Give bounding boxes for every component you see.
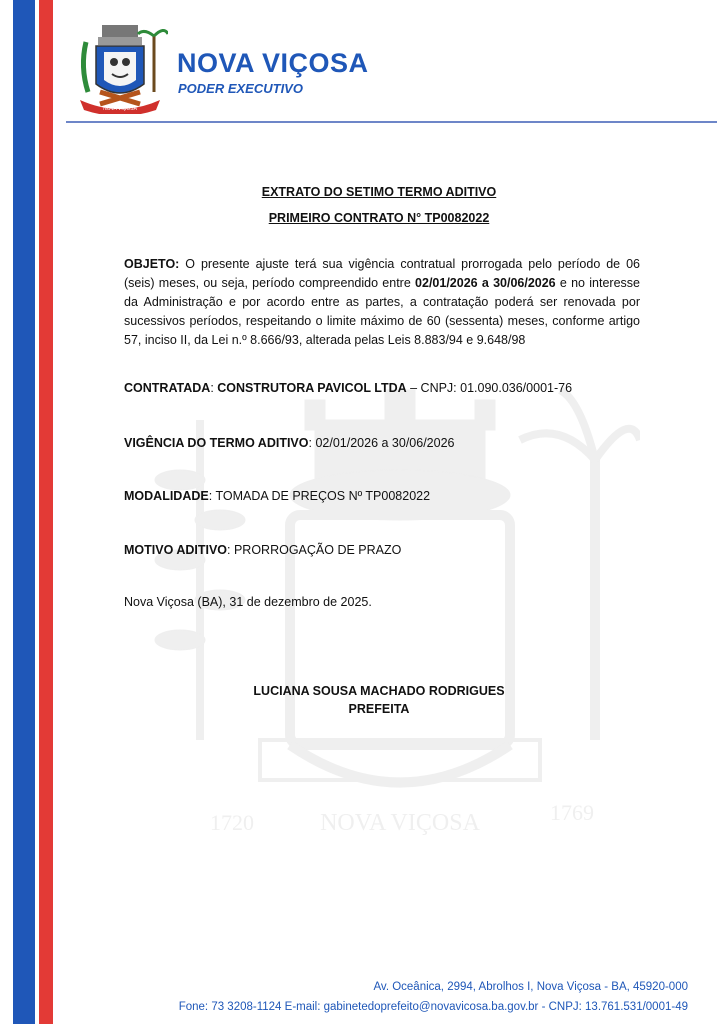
contratada-cnpj: – CNPJ: 01.090.036/0001-76: [406, 381, 573, 395]
vigencia-value: 02/01/2026 a 30/06/2026: [311, 436, 455, 450]
objeto-text-1: O presente ajuste terá sua vigência contratual prorrogada pelo período de 06 (seis) meses, ou seja, período compreendido entre: [124, 257, 640, 290]
contratada-label: CONTRATADA: [124, 381, 211, 395]
brand-subtitle: PODER EXECUTIVO: [178, 81, 303, 96]
contract-number: PRIMEIRO CONTRATO N° TP0082022: [268, 211, 490, 225]
watermark-text: NOVA VIÇOSA: [320, 810, 480, 836]
document-title: EXTRATO DO SETIMO TERMO ADITIVO: [261, 185, 497, 199]
objeto-paragraph: [124, 255, 640, 350]
vigencia-line: VIGÊNCIA DO TERMO ADITIVO: 02/01/2026 a 30/06/2026: [124, 436, 455, 450]
signer-name: LUCIANA SOUSA MACHADO RODRIGUES: [253, 684, 505, 698]
objeto-label: OBJETO:: [124, 257, 180, 271]
watermark-crest: [140, 380, 640, 850]
watermark-year-left: 1720: [210, 810, 254, 835]
motivo-value: PRORROGAÇÃO DE PRAZO: [230, 543, 402, 557]
contratada-line: CONTRATADA: CONSTRUTORA PAVICOL LTDA – CNPJ: 01.090.036/0001-76: [124, 381, 573, 395]
municipal-crest-logo: [72, 22, 168, 114]
footer-contact: Fone: 73 3208-1124 E-mail: gabinetedoprefeito@novavicosa.ba.gov.br - CNPJ: 13.761.531/0001-49: [178, 1001, 688, 1013]
watermark-year-right: 1769: [550, 800, 594, 825]
contratada-name: CONSTRUTORA PAVICOL LTDA: [217, 381, 407, 395]
objeto-text-2: e no interesse da Administração e por acordo entre as partes, a contratação poderá ser renovada por sucessivos períodos, respeitando o limite máximo de 60 (sessenta) meses, conforme artigo 57, inciso II, da Lei n.º 8.666/93, alterada pelas Leis 8.883/94 e 9.648/98: [124, 276, 640, 347]
header-divider: [66, 121, 717, 123]
motivo-label: MOTIVO ADITIVO: [124, 543, 228, 557]
modalidade-value: TOMADA DE PREÇOS Nº TP0082022: [212, 489, 431, 503]
objeto-period: 02/01/2026 a 30/06/2026: [415, 276, 556, 290]
signer-role: PREFEITA: [348, 702, 410, 716]
crest-banner-text: NOVA VIÇOSA: [103, 106, 137, 112]
footer-address: Av. Oceânica, 2994, Abrolhos I, Nova Viçosa - BA, 45920-000: [373, 981, 688, 993]
motivo-line: MOTIVO ADITIVO: PRORROGAÇÃO DE PRAZO: [124, 543, 402, 557]
place-date: Nova Viçosa (BA), 31 de dezembro de 2025.: [124, 595, 372, 609]
left-blue-stripe: [13, 0, 35, 1024]
left-red-stripe: [39, 0, 53, 1024]
brand-title: NOVA VIÇOSA: [177, 48, 369, 78]
vigencia-label: VIGÊNCIA DO TERMO ADITIVO: [124, 436, 309, 450]
modalidade-line: MODALIDADE: TOMADA DE PREÇOS Nº TP0082022: [124, 489, 431, 503]
modalidade-label: MODALIDADE: [124, 489, 209, 503]
